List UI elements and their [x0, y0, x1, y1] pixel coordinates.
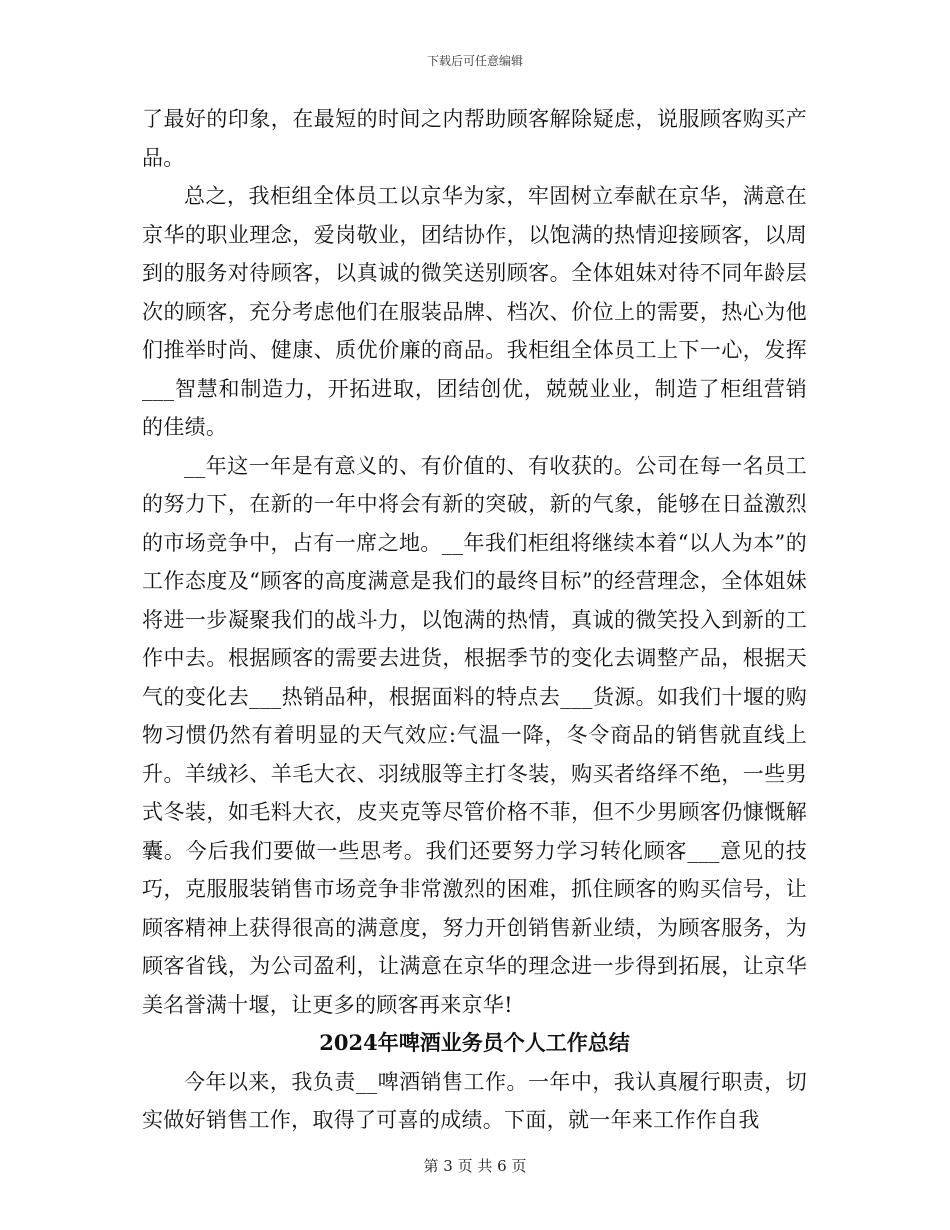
paragraph-continuation: 了最好的印象，在最短的时间之内帮助顾客解除疑虑，说服顾客购买产品。 [142, 107, 807, 170]
document-body [142, 100, 807, 1140]
paragraph-summary: 总之，我柜组全体员工以京华为家，牢固树立奉献在京华，满意在京华的职业理念，爱岗敬业，团结协作，以饱满的热情迎接顾客，以周到的服务对待顾客，以真诚的微笑送别顾客。全体姐妹对待不同年龄层次的顾客，充分考虑他们在服装品牌、档次、价位上的需要，热心为他们推举时尚、健康、质优价廉的商品。我柜组全体员工上下一心，发挥___智慧和制造力，开拓进取，团结创优，兢兢业业，制造了柜组营销的佳绩。 [142, 184, 807, 439]
paragraph-outlook: __年这一年是有意义的、有价值的、有收获的。公司在每一名员工的努力下，在新的一年中将会有新的突破，新的气象，能够在日益激烈的市场竞争中，占有一席之地。__年我们柜组将继续本着“以人为本”的工作态度及“顾客的高度满意是我们的最终目标”的经营理念，全体姐妹将进一步凝聚我们的战斗力，以饱满的热情，真诚的微笑投入到新的工作中去。根据顾客的需要去进货，根据季节的变化去调整产品，根据天气的变化去___热销品种，根据面料的特点去___货源。如我们十堰的购物习惯仍然有着明显的天气效应:气温一降，冬令商品的销售就直线上升。羊绒衫、羊毛大衣、羽绒服等主打冬装，购买者络绎不绝，一些男式冬装，如毛料大衣，皮夹克等尽管价格不菲，但不少男顾客仍慷慨解囊。今后我们要做一些思考。我们还要努力学习转化顾客___意见的技巧，克服服装销售市场竞争非常激烈的困难，抓住顾客的购买信号，让顾客精神上获得很高的满意度，努力开创销售新业绩，为顾客服务，为顾客省钱，为公司盈利，让满意在京华的理念进一步得到拓展，让京华美名誉满十堰，让更多的顾客再来京华! [142, 453, 807, 1017]
section-heading: 2024年啤酒业务员个人工作总结 [319, 1030, 630, 1055]
page-footer: 第 3 页 共 6 页 [423, 1157, 527, 1175]
page-header: 下载后可任意编辑 [426, 54, 523, 68]
paragraph-intro: 今年以来，我负责__啤酒销售工作。一年中，我认真履行职责，切实做好销售工作，取得了可喜的成绩。下面，就一年来工作作自我 [142, 1069, 807, 1132]
